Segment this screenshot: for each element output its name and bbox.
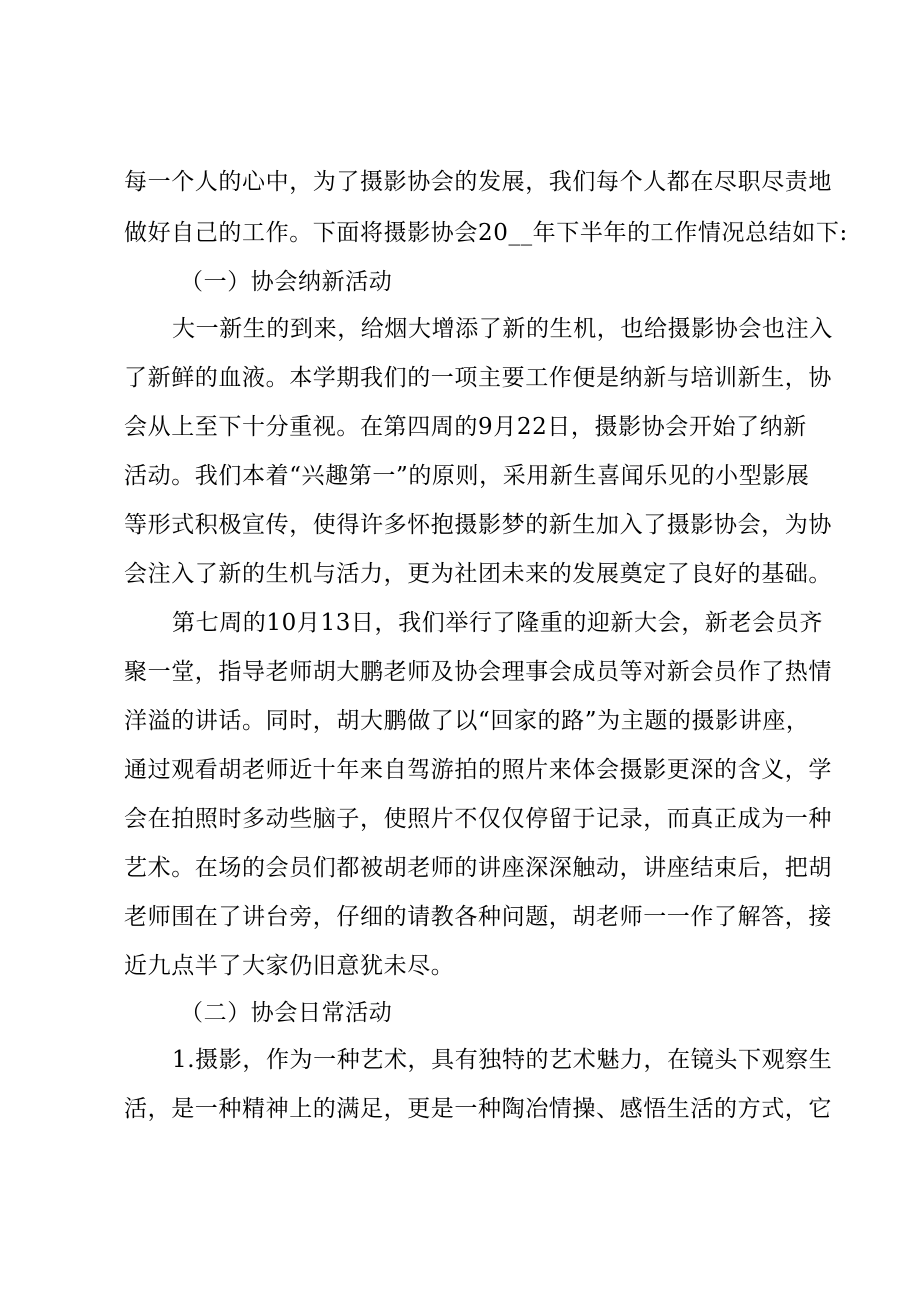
section-heading-2: （二）协会日常活动	[180, 1000, 393, 1026]
paragraph-line: 老师围在了讲台旁，仔细的请教各种问题，胡老师一一作了解答，接	[124, 904, 832, 930]
paragraph-line: 近九点半了大家仍旧意犹未尽。	[124, 953, 455, 979]
paragraph-line: 活动。我们本着“兴趣第一”的原则，采用新生喜闻乐见的小型影展	[124, 463, 810, 489]
paragraph-line: 会在拍照时多动些脑子，使照片不仅仅停留于记录，而真正成为一种	[124, 806, 832, 832]
paragraph-line: 通过观看胡老师近十年来自驾游拍的照片来体会摄影更深的含义，学	[124, 757, 832, 783]
paragraph-line: 洋溢的讲话。同时，胡大鹏做了以“回家的路”为主题的摄影讲座，	[124, 708, 810, 734]
paragraph-line: 艺术。在场的会员们都被胡老师的讲座深深触动，讲座结束后，把胡	[124, 855, 832, 881]
paragraph-line: 会从上至下十分重视。在第四周的9月22日，摄影协会开始了纳新	[124, 414, 807, 440]
paragraph-line: 每一个人的心中，为了摄影协会的发展，我们每个人都在尽职尽责地	[124, 169, 832, 195]
paragraph-line: 了新鲜的血液。本学期我们的一项主要工作便是纳新与培训新生，协	[124, 365, 832, 391]
paragraph-line: 会注入了新的生机与活力，更为社团未来的发展奠定了良好的基础。	[124, 561, 832, 587]
paragraph-line: 聚一堂，指导老师胡大鹏老师及协会理事会成员等对新会员作了热情	[124, 659, 832, 685]
paragraph-line: 大一新生的到来，给烟大增添了新的生机，也给摄影协会也注入	[172, 316, 833, 342]
section-heading-1: （一）协会纳新活动	[180, 269, 393, 295]
paragraph-line: 第七周的10月13日，我们举行了隆重的迎新大会，新老会员齐	[172, 610, 823, 636]
paragraph-line: 做好自己的工作。下面将摄影协会20__年下半年的工作情况总结如下:	[124, 220, 848, 246]
paragraph-line: 1.摄影，作为一种艺术，具有独特的艺术魅力，在镜头下观察生	[172, 1047, 833, 1073]
paragraph-line: 等形式积极宣传，使得许多怀抱摄影梦的新生加入了摄影协会，为协	[124, 512, 832, 538]
paragraph-line: 活，是一种精神上的满足，更是一种陶冶情操、感悟生活的方式，它	[124, 1096, 832, 1122]
